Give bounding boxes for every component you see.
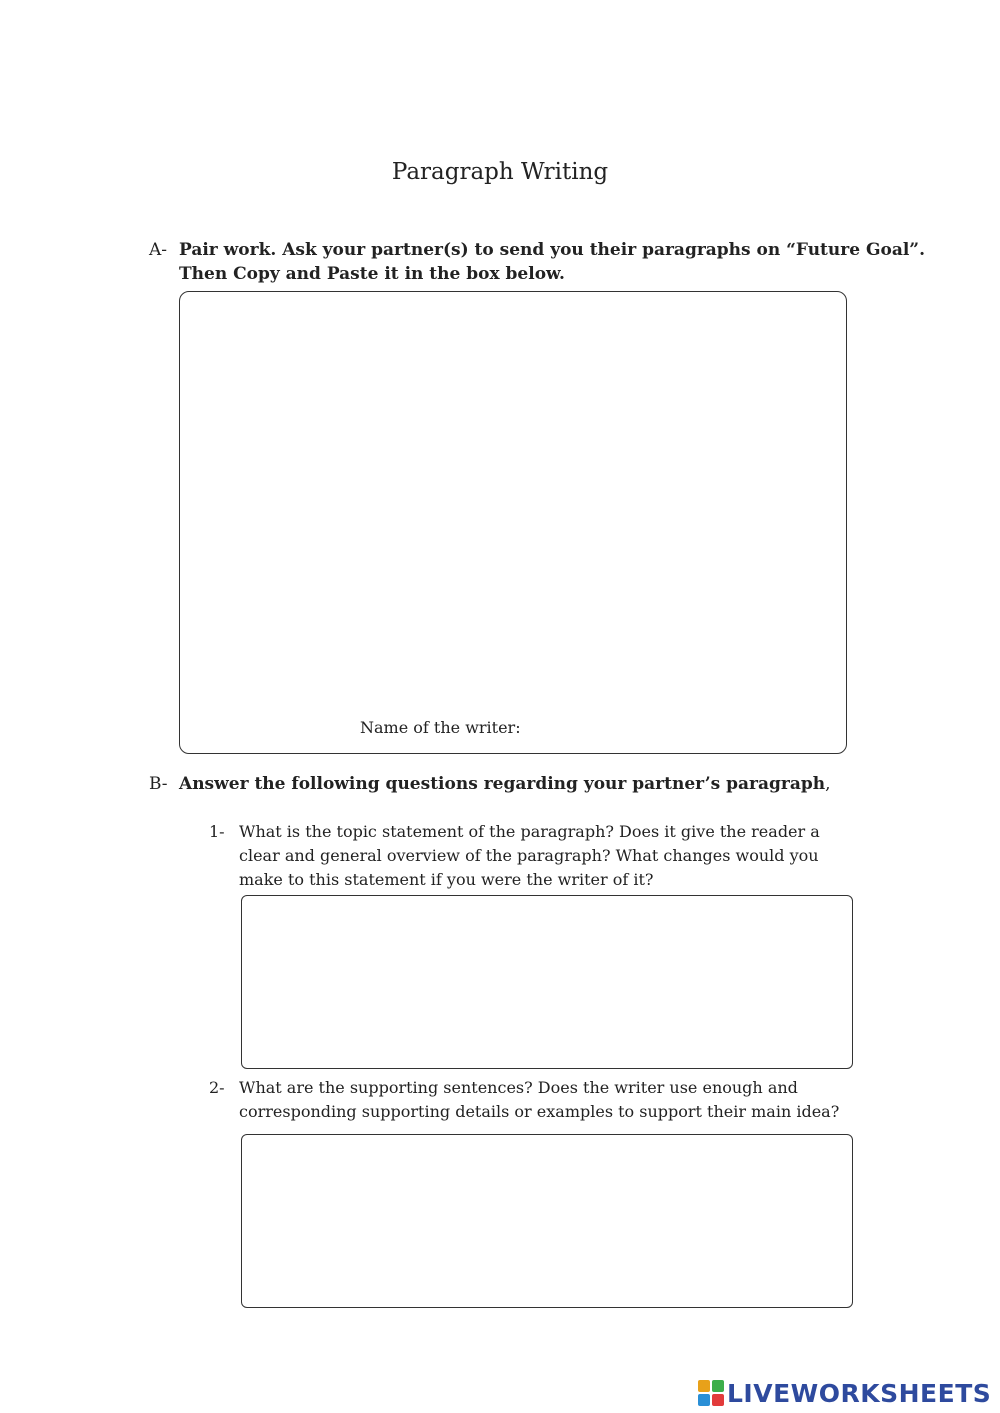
question-2-line-1: What are the supporting sentences? Does the writer use enough and	[239, 1078, 798, 1097]
question-1-line-1: What is the topic statement of the paragraph? Does it give the reader a	[239, 822, 820, 841]
section-a-label: A-	[149, 240, 168, 260]
question-2-line-2: corresponding supporting details or examples to support their main idea?	[239, 1102, 840, 1121]
section-b-comma: ,	[825, 774, 831, 794]
section-b-instruction	[179, 772, 831, 796]
logo-text: LIVEWORKSHEETS	[727, 1378, 992, 1408]
question-1-answer-box[interactable]	[241, 895, 853, 1069]
question-1-number: 1-	[209, 822, 225, 841]
paragraph-paste-box[interactable]	[179, 291, 847, 754]
question-1-line-3: make to this statement if you were the writer of it?	[239, 870, 654, 889]
question-2-answer-box[interactable]	[241, 1134, 853, 1308]
writer-name-label: Name of the writer:	[360, 718, 521, 737]
liveworksheets-logo	[698, 1378, 991, 1408]
logo-blocks-icon	[698, 1380, 724, 1406]
section-b-label: B-	[149, 774, 168, 794]
page-title: Paragraph Writing	[391, 159, 609, 185]
question-2-number: 2-	[209, 1078, 225, 1097]
section-b-instruction-text: Answer the following questions regarding your partner’s paragraph	[179, 774, 826, 794]
question-1-line-2: clear and general overview of the paragraph? What changes would you	[239, 846, 819, 865]
section-a-instruction-line-1: Pair work. Ask your partner(s) to send you their paragraphs on “Future Goal”.	[179, 240, 925, 260]
section-a-instruction-line-2: Then Copy and Paste it in the box below.	[179, 264, 565, 284]
